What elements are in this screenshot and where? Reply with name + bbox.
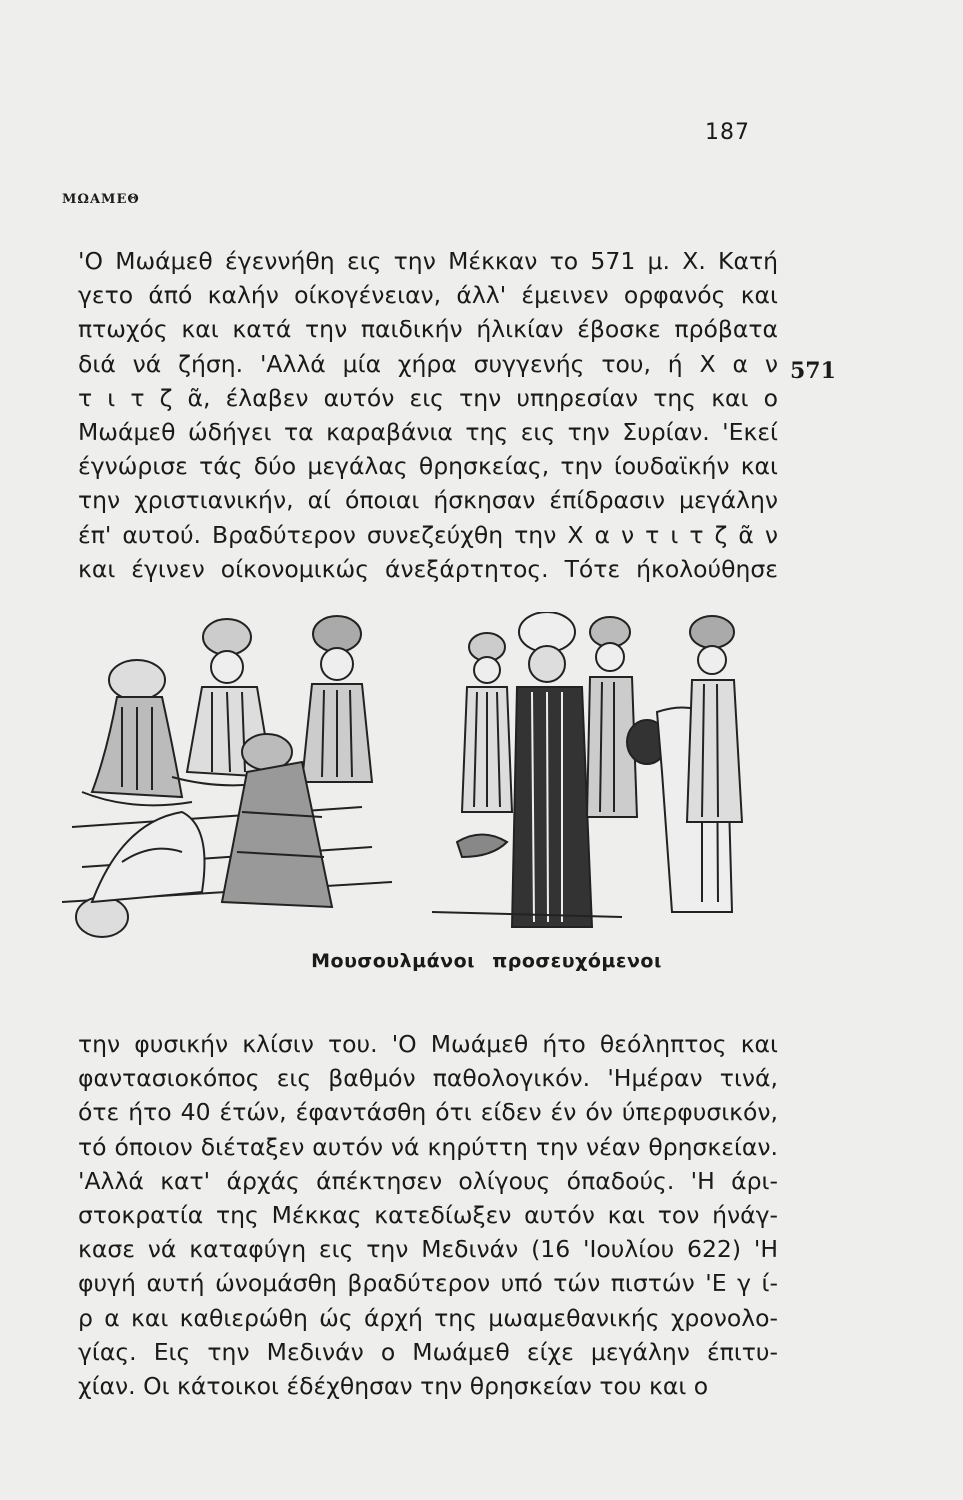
text-line: φυγή αυτή ώνομάσθη βραδύτερον υπό τών πιστών 'Ε γ ί-: [78, 1269, 778, 1298]
text-line: έγνώρισε τάς δύο μεγάλας θρησκείας, την ίουδαϊκήν και: [78, 452, 778, 481]
figure-imam-center: [512, 612, 592, 927]
page-number: 187: [705, 120, 750, 145]
illustration-caption: [0, 950, 963, 972]
figure-standing-far-right: [687, 616, 742, 822]
figure-standing-right: [587, 617, 637, 817]
running-head: ΜΩΑΜΕΘ: [62, 192, 140, 207]
text-line: 'Αλλά κατ' άρχάς άπέκτησεν ολίγους όπαδούς. 'Η άρι-: [78, 1166, 778, 1195]
figure-seated-young: [302, 616, 372, 782]
text-line: έπ' αυτού. Βραδύτερον συνεζεύχθη την Χ α ν τ ι τ ζ ᾶ ν: [78, 520, 778, 549]
text-line: γετο άπό καλήν οίκογένειαν, άλλ' έμεινεν ορφανός και: [78, 281, 778, 310]
illustration-praying-muslims: [62, 612, 782, 947]
shoes: [457, 835, 507, 858]
text-line: και έγινεν οίκονομικώς άνεξάρτητος. Τότε ήκολούθησε: [78, 554, 778, 583]
text-line: τό όποιον διέταξεν αυτόν νά κηρύττη την νέαν θρησκείαν.: [78, 1132, 778, 1161]
text-line: γίας. Εις την Μεδινάν ο Μωάμεθ είχε μεγάλην έπιτυ-: [78, 1337, 778, 1366]
text-line: φαντασιοκόπος εις βαθμόν παθολογικόν. 'Ημέραν τινά,: [78, 1064, 778, 1093]
figure-prostrating: [76, 812, 205, 937]
text-line: στοκρατία της Μέκκας κατεδίωξεν αυτόν και τον ήνάγ-: [78, 1201, 778, 1230]
text-line: τ ι τ ζ ᾶ, έλαβεν αυτόν εις την υπηρεσίαν της και ο: [78, 383, 778, 412]
figure-standing-left: [462, 633, 512, 812]
text-line: ότε ήτο 40 έτών, έφαντάσθη ότι είδεν έν όν ύπερφυσικόν,: [78, 1098, 778, 1127]
caption-word: Μουσουλμάνοι: [311, 950, 476, 972]
text-line: την φυσικήν κλίσιν του. 'Ο Μωάμεθ ήτο θεόληπτος και: [78, 1030, 778, 1058]
text-line: πτωχός και κατά την παιδικήν ήλικίαν έβοσκε πρόβατα: [78, 315, 778, 344]
text-line: ρ α και καθιερώθη ώς άρχή της μωαμεθανικής χρονολο-: [78, 1303, 778, 1332]
text-line: κασε νά καταφύγη εις την Μεδινάν (16 'Ιουλίου 622) 'Η: [78, 1235, 778, 1264]
margin-note: 571: [790, 358, 836, 384]
paragraph-1: [78, 244, 778, 586]
text-line: την χριστιανικήν, αί όποιαι ήσκησαν έπίδρασιν μεγάλην: [78, 486, 778, 515]
text-line: 'Ο Μωάμεθ έγεννήθη εις την Μέκκαν το 571 μ. Χ. Κατή: [78, 247, 778, 275]
figure-seated-elder: [82, 660, 192, 805]
caption-word: προσευχόμενοι: [492, 950, 662, 972]
text-line: χίαν. Οι κάτοικοι έδέχθησαν την θρησκείαν του και ο: [78, 1372, 709, 1401]
paragraph-2: [78, 1027, 778, 1403]
text-line: Μωάμεθ ώδήγει τα καραβάνια της εις την Συρίαν. 'Εκεί: [78, 418, 778, 447]
text-line: διά νά ζήση. 'Αλλά μία χήρα συγγενής του, ή Χ α ν: [78, 349, 778, 378]
